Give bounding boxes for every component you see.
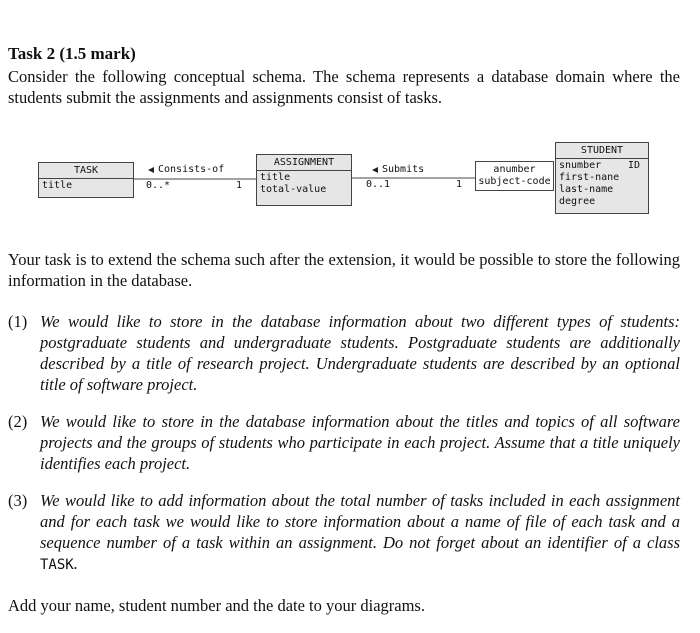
item-number: (3) [8,491,28,510]
item-text: We would like to store in the database information about the titles and topics of all software projects and the groups of students who participate in each project. Assume that a title uniquely identifies each project. [40,412,680,473]
intro-paragraph: Consider the following conceptual schema. The schema represents a database domain where the students submit the assignments and assignments consist of tasks. [8,67,680,107]
consists-of-mult-task: 0..* [146,180,171,191]
submits-arrow-icon [372,167,378,173]
item-text-after: . [73,554,78,573]
student-id-label: ID [627,160,640,171]
class-student [555,142,649,214]
item-text [40,490,680,576]
student-attr-first-name: first-nane [559,172,620,183]
qualifier-subject-code: subject-code [478,176,551,187]
closing-instruction: Add your name, student number and the date to your diagrams. [8,596,425,615]
assignment-attr-total-value: total-value [260,184,327,195]
student-attr-degree: degree [559,196,596,207]
submits-mult-student: 1 [456,179,463,190]
student-attr-last-name: last-name [559,184,614,195]
class-student-name: STUDENT [556,143,648,159]
class-assignment-name: ASSIGNMENT [257,155,351,171]
assignment-attr-title: title [260,172,291,183]
item-class-name: TASK [40,557,74,573]
item-text-before: We would like to add information about the total number of tasks included in each assignment and for each task we would like to store information about a name of file of each task and a sequence number of a task within an assignment. Do not forget about an identifier of a class [40,491,680,552]
submits-mult-assignment: 0..1 [366,179,391,190]
item-text: We would like to store in the database information about two different types of students: postgraduate students and undergraduate students. Postgraduate students are additionally described by a title of research project. Undergraduate students are described by an optional title of software project. [40,312,680,394]
class-assignment [256,154,352,206]
item-number: (1) [8,312,28,331]
task-heading: Task 2 (1.5 mark) [8,44,136,63]
submits-label: Submits [382,164,425,175]
consists-of-mult-assignment: 1 [236,180,243,191]
item-number: (2) [8,412,28,431]
consists-of-arrow-icon [148,167,154,173]
extend-paragraph: Your task is to extend the schema such after the extension, it would be possible to store the following information in the database. [8,250,680,290]
consists-of-label: Consists-of [158,164,225,175]
class-task [38,162,134,198]
student-attr-snumber: snumber [559,160,602,171]
qualifier-anumber: anumber [493,164,536,175]
uml-diagram [0,130,700,230]
class-task-name: TASK [39,163,133,179]
task-attr-title: title [42,180,73,191]
qualifier-box [475,161,554,191]
